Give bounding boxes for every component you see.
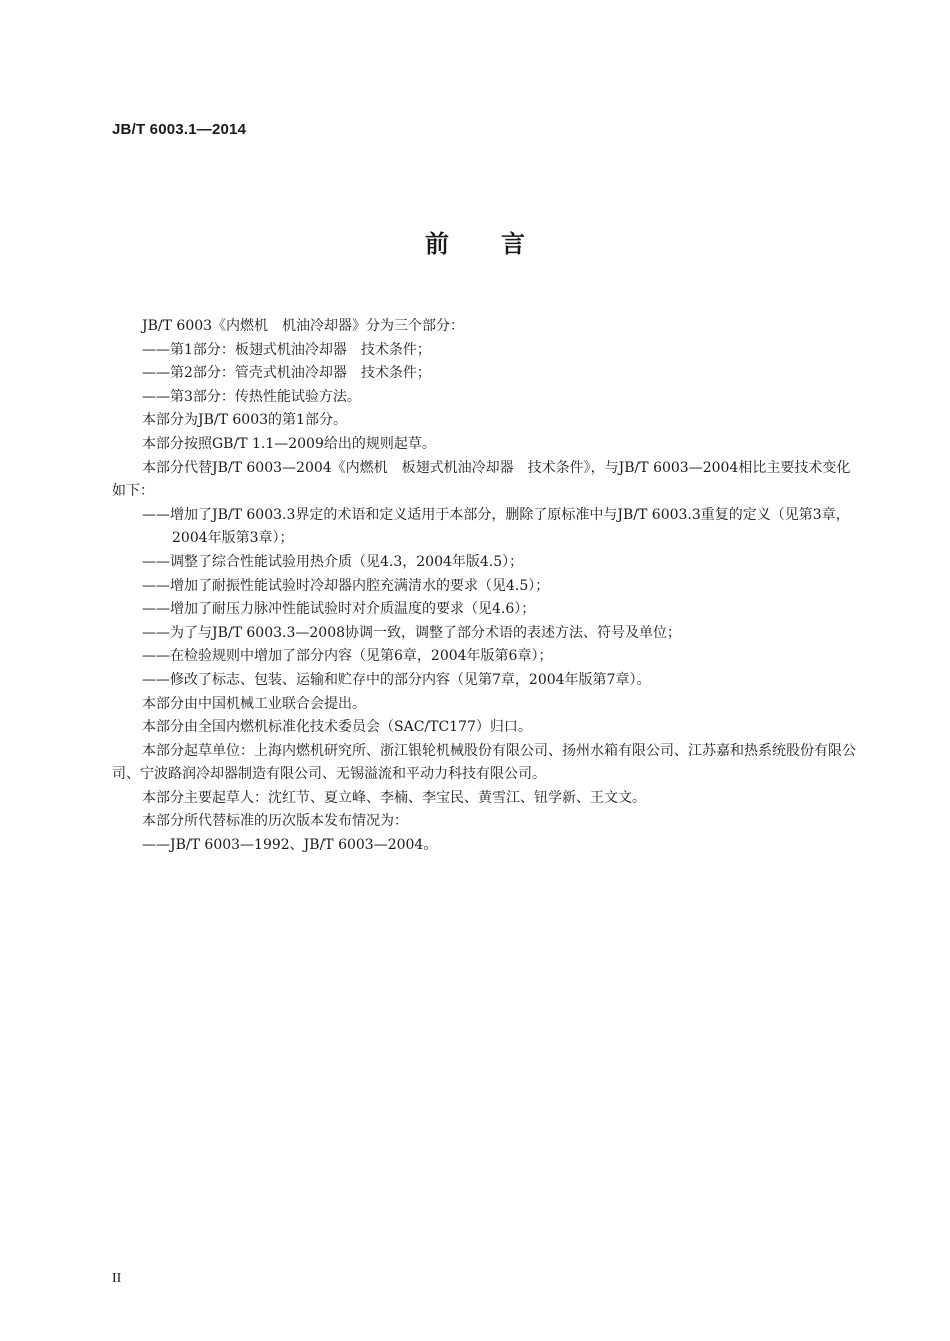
standard-code: JB/T 6003.1—2014: [112, 121, 247, 138]
history-paragraph: 本部分所代替标准的历次版本发布情况为：: [142, 813, 408, 830]
replacement-paragraph: 本部分代替JB/T 6003—2004《内燃机 板翅式机油冷却器 技术条件》，与JB/T 6003—2004相比主要技术变化如下：: [112, 459, 851, 500]
history-list-item: ——JB/T 6003—1992、JB/T 6003—2004。: [142, 837, 438, 854]
intro-paragraph: JB/T 6003《内燃机 机油冷却器》分为三个部分：: [142, 318, 465, 334]
part-list-item: ——第3部分：传热性能试验方法。: [142, 388, 361, 405]
change-list-item: ——在检验规则中增加了部分内容（见第6章，2004年版第6章）；: [142, 648, 553, 665]
body-paragraph: 本部分由全国内燃机标准化技术委员会（SAC/TC177）归口。: [142, 719, 532, 736]
change-list-item: ——为了与JB/T 6003.3—2008协调一致，调整了部分术语的表述方法、符号及单位；: [142, 624, 682, 641]
change-list-item: ——增加了耐压力脉冲性能试验时对介质温度的要求（见4.6）；: [142, 601, 536, 618]
drafting-units-paragraph: 本部分起草单位：上海内燃机研究所、浙江银轮机械股份有限公司、扬州水箱有限公司、江苏嘉和热系统股份有限公司、宁波路润冷却器制造有限公司、无锡溢流和平动力科技有限公司。: [112, 742, 856, 783]
part-list-item: ——第2部分：管壳式机油冷却器 技术条件；: [142, 365, 431, 382]
change-list-item: ——修改了标志、包装、运输和贮存中的部分内容（见第7章，2004年版第7章）。: [142, 671, 651, 688]
document-body: [112, 315, 857, 858]
drafters-paragraph: 本部分主要起草人：沈红节、夏立峰、李楠、李宝民、黄雪江、钮学新、王文文。: [142, 789, 646, 806]
body-paragraph: 本部分由中国机械工业联合会提出。: [142, 695, 366, 712]
page-number: II: [112, 1271, 122, 1286]
part-list-item: ——第1部分：板翅式机油冷却器 技术条件；: [142, 341, 431, 358]
change-list-item: ——增加了耐振性能试验时冷却器内腔充满清水的要求（见4.5）；: [142, 577, 550, 594]
body-paragraph: 本部分按照GB/T 1.1—2009给出的规则起草。: [142, 435, 436, 452]
page-title: 前言: [425, 230, 577, 258]
change-list-item: ——调整了综合性能试验用热介质（见4.3，2004年版4.5）；: [142, 553, 524, 570]
body-paragraph: 本部分为JB/T 6003的第1部分。: [142, 412, 347, 429]
change-list-item: ——增加了JB/T 6003.3界定的术语和定义适用于本部分，删除了原标准中与JB/T 6003.3重复的定义（见第3章，2004年版第3章）；: [142, 506, 850, 547]
